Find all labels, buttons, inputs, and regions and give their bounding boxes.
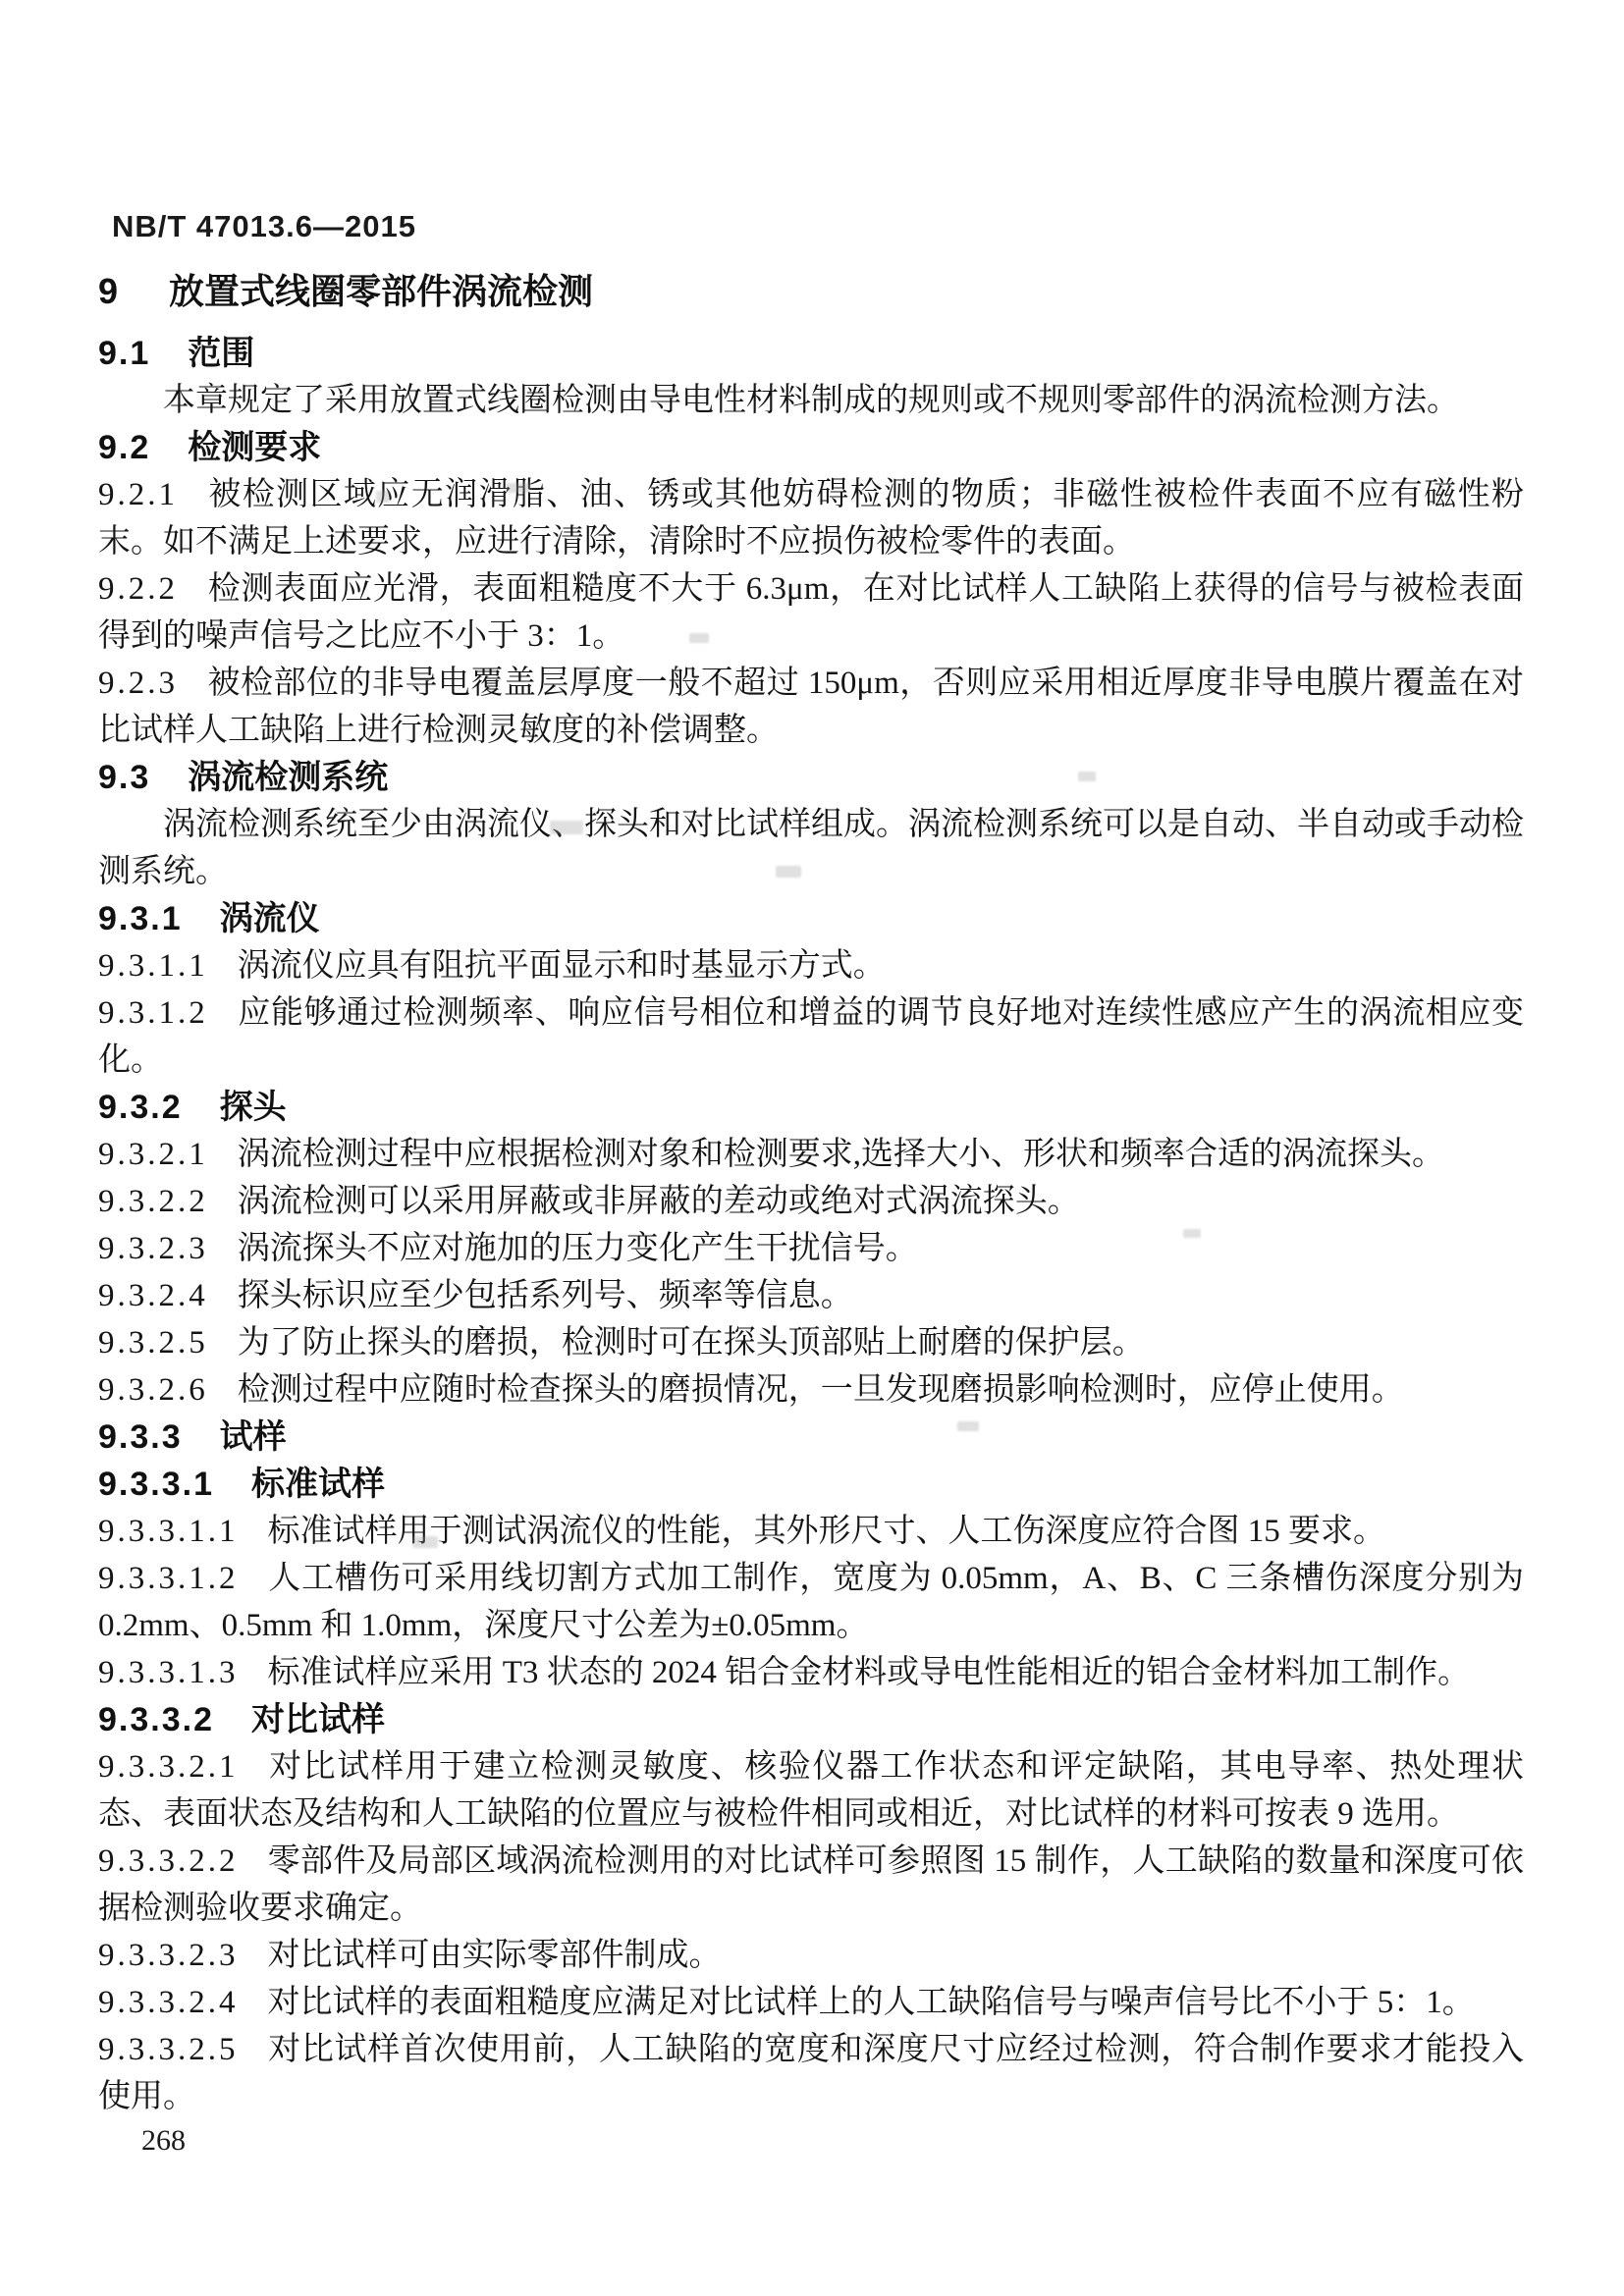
- clause-text: 为了防止探头的磨损，检测时可在探头顶部贴上耐磨的保护层。: [237, 1325, 1145, 1361]
- clause-9-2-2: [98, 565, 1524, 660]
- clause-number: 9.3.3.2.3: [98, 1938, 239, 1973]
- clause-9-3-2-6: [98, 1366, 1524, 1414]
- standard-number-header: NB/T 47013.6—2015: [112, 209, 416, 243]
- clause-number: 9.3.2.4: [98, 1278, 208, 1313]
- heading-title: 涡流检测系统: [188, 759, 389, 796]
- heading-title: 试样: [219, 1418, 287, 1456]
- heading-title: 检测要求: [188, 429, 322, 466]
- scan-artifact: [1078, 772, 1096, 781]
- clause-number: 9.3.2.1: [98, 1137, 208, 1172]
- clause-9-3-3-2-1: [98, 1743, 1524, 1838]
- clause-text: 检测表面应光滑，表面粗糙度不大于 6.3μm，在对比试样人工缺陷上获得的信号与被检表面得到的噪声信号之比应不小于 3：1。: [98, 571, 1524, 654]
- heading-number: 9.3: [98, 759, 151, 796]
- scan-artifact: [550, 821, 583, 834]
- clause-text: 人工槽伤可采用线切割方式加工制作，宽度为 0.05mm，A、B、C 三条槽伤深度分别为 0.2mm、0.5mm 和 1.0mm，深度尺寸公差为±0.05mm。: [98, 1561, 1524, 1643]
- heading-title: 范围: [188, 335, 255, 372]
- clause-number: 9.3.2.6: [98, 1372, 208, 1408]
- clause-text: 被检部位的非导电覆盖层厚度一般不超过 150μm，否则应采用相近厚度非导电膜片覆盖在对比试样人工缺陷上进行检测灵敏度的补偿调整。: [98, 666, 1524, 748]
- scan-artifact: [376, 491, 390, 503]
- clause-9-3-3-1-3: [98, 1649, 1524, 1696]
- clause-text: 零部件及局部区域涡流检测用的对比试样可参照图 15 制作，人工缺陷的数量和深度可依据检测验收要求确定。: [98, 1843, 1524, 1926]
- clause-text: 标准试样用于测试涡流仪的性能，其外形尺寸、人工伤深度应符合图 15 要求。: [267, 1514, 1385, 1549]
- heading-number: 9.3.1: [98, 900, 183, 937]
- clause-9-3-3-1-2: [98, 1555, 1524, 1649]
- clause-number: 9.3.1.1: [98, 948, 208, 984]
- clause-9-3-3-2-2: [98, 1838, 1524, 1932]
- scan-artifact: [957, 1421, 979, 1431]
- paragraph-system: 涡流检测系统至少由涡流仪、探头和对比试样组成。涡流检测系统可以是自动、半自动或手动检测系统。: [98, 807, 1524, 889]
- heading-number: 9.1: [98, 335, 151, 372]
- clause-9-3-3-2-3: [98, 1932, 1524, 1979]
- heading-title: 对比试样: [250, 1701, 385, 1738]
- heading-number: 9.2: [98, 429, 151, 466]
- clause-9-2-3: [98, 660, 1524, 754]
- clause-number: 9.3.3.2.1: [98, 1749, 239, 1785]
- clause-9-3-2-1: [98, 1131, 1524, 1178]
- page-number: 268: [141, 2124, 186, 2157]
- heading-title: 涡流仪: [219, 900, 320, 937]
- chapter-title: 放置式线圈零部件涡流检测: [169, 271, 594, 311]
- clause-9-3-2-5: [98, 1319, 1524, 1366]
- heading-9-3-1: [98, 895, 1524, 942]
- clause-text: 检测过程中应随时检查探头的磨损情况，一旦发现磨损影响检测时，应停止使用。: [237, 1372, 1404, 1408]
- clause-9-3-1-1: [98, 942, 1524, 989]
- clause-number: 9.3.3.1.2: [98, 1561, 239, 1596]
- heading-9-2: [98, 424, 1524, 471]
- clause-text: 对比试样的表面粗糙度应满足对比试样上的人工缺陷信号与噪声信号比不小于 5：1。: [267, 1985, 1475, 2020]
- heading-number: 9.3.3.2: [98, 1701, 214, 1738]
- clause-9-2-1: [98, 471, 1524, 565]
- clause-number: 9.3.2.2: [98, 1184, 208, 1219]
- clause-number: 9.3.3.2.4: [98, 1985, 239, 2020]
- clause-9-3-1-2: [98, 989, 1524, 1084]
- clause-text: 对比试样首次使用前，人工缺陷的宽度和深度尺寸应经过检测，符合制作要求才能投入使用。: [98, 2032, 1524, 2114]
- paragraph-scope: 本章规定了采用放置式线圈检测由导电性材料制成的规则或不规则零部件的涡流检测方法。: [163, 383, 1459, 418]
- clause-number: 9.3.2.3: [98, 1231, 208, 1266]
- clause-number: 9.3.3.1.1: [98, 1514, 239, 1549]
- clause-number: 9.3.2.5: [98, 1325, 208, 1361]
- clause-number: 9.3.3.1.3: [98, 1655, 239, 1690]
- heading-9-3-3-1: [98, 1461, 1524, 1508]
- clause-number: 9.3.3.2.2: [98, 1843, 239, 1879]
- clause-number: 9.2.1: [98, 477, 178, 512]
- clause-text: 探头标识应至少包括系列号、频率等信息。: [237, 1278, 853, 1313]
- heading-9-3-3-2: [98, 1696, 1524, 1743]
- heading-9-3-2: [98, 1084, 1524, 1131]
- clause-number: 9.2.3: [98, 666, 178, 701]
- heading-number: 9.3.3: [98, 1418, 183, 1456]
- clause-text: 对比试样用于建立检测灵敏度、核验仪器工作状态和评定缺陷，其电导率、热处理状态、表面状态及结构和人工缺陷的位置应与被检件相同或相近，对比试样的材料可按表 9 选用。: [98, 1749, 1524, 1832]
- clause-number: 9.3.1.2: [98, 995, 208, 1031]
- clause-number: 9.2.2: [98, 571, 178, 607]
- clause-9-3-2-2: [98, 1178, 1524, 1225]
- heading-title: 探头: [219, 1089, 287, 1126]
- clause-text: 涡流检测可以采用屏蔽或非屏蔽的差动或绝对式涡流探头。: [237, 1184, 1080, 1219]
- scan-artifact: [776, 866, 801, 878]
- heading-number: 9.3.3.1: [98, 1466, 214, 1503]
- heading-title: 标准试样: [250, 1466, 385, 1503]
- heading-9-1: [98, 330, 1524, 377]
- scan-artifact: [689, 633, 709, 643]
- clause-text: 被检测区域应无润滑脂、油、锈或其他妨碍检测的物质；非磁性被检件表面不应有磁性粉末。如不满足上述要求，应进行清除，清除时不应损伤被检零件的表面。: [98, 477, 1524, 560]
- heading-9-3-3: [98, 1414, 1524, 1461]
- scan-artifact: [412, 1536, 438, 1548]
- chapter-heading: [98, 267, 1524, 316]
- clause-9-3-2-4: [98, 1272, 1524, 1319]
- clause-text: 涡流仪应具有阻抗平面显示和时基显示方式。: [237, 948, 886, 984]
- scan-artifact: [506, 483, 531, 493]
- clause-9-3-3-1-1: [98, 1508, 1524, 1555]
- clause-text: 涡流探头不应对施加的压力变化产生干扰信号。: [237, 1231, 918, 1266]
- clause-text: 应能够通过检测频率、响应信号相位和增益的调节良好地对连续性感应产生的涡流相应变化。: [98, 995, 1524, 1078]
- clause-text: 标准试样应采用 T3 状态的 2024 铝合金材料或导电性能相近的铝合金材料加工制作。: [267, 1655, 1471, 1690]
- scan-artifact: [1183, 1229, 1201, 1238]
- clause-number: 9.3.3.2.5: [98, 2032, 239, 2067]
- heading-number: 9.3.2: [98, 1089, 183, 1126]
- clause-9-3-3-2-4: [98, 1979, 1524, 2026]
- clause-text: 对比试样可由实际零部件制成。: [267, 1938, 722, 1973]
- heading-9-3: [98, 754, 1524, 801]
- chapter-number: 9: [98, 271, 121, 311]
- clause-text: 涡流检测过程中应根据检测对象和检测要求,选择大小、形状和频率合适的涡流探头。: [237, 1137, 1444, 1172]
- clause-9-3-2-3: [98, 1225, 1524, 1272]
- clause-9-3-3-2-5: [98, 2026, 1524, 2120]
